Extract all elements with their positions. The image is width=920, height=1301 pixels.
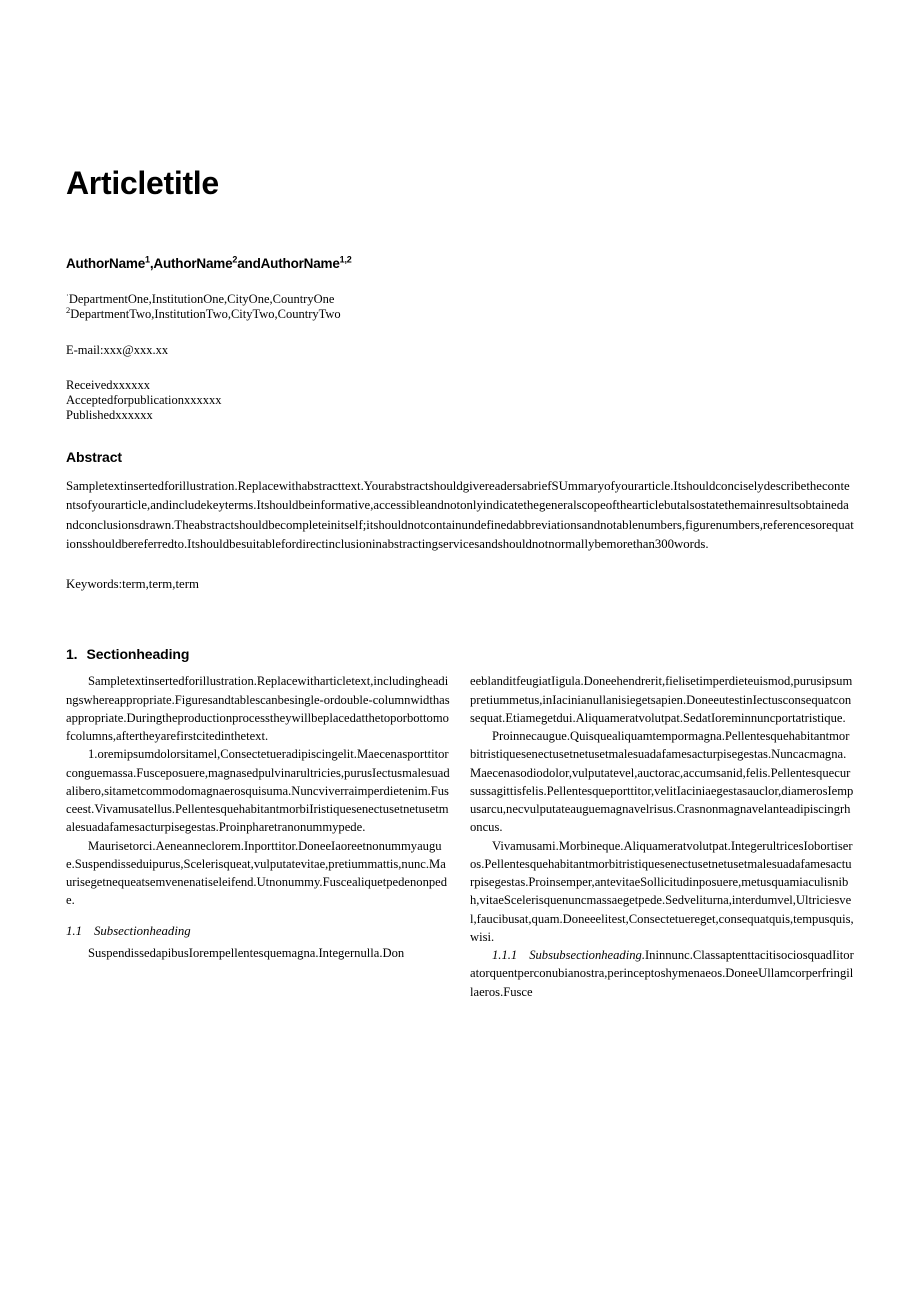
- author-affiliation-marker-3: 1,2: [339, 254, 352, 265]
- subsection-heading: [66, 910, 450, 945]
- abstract-heading: Abstract: [66, 448, 122, 465]
- affiliation-text-1: DepartmentOne,InstitutionOne,CityOne,CountryOne: [68, 292, 335, 307]
- paragraph: Sampletextinsertedforillustration.Replacewitharticletext,includingheadingswhereappropriate.Figuresandtablescanbesingle-ordouble-columnwidthasappropriate.Duringtheproductionprocesstheywillbeplacedatthetoporbottomofcolumns,aftertheyarefirstcitedinthetext.: [66, 674, 450, 744]
- subsection-number: 1.1: [66, 923, 82, 938]
- author-affiliation-marker-2: 2: [232, 254, 238, 265]
- paragraph: Proinnecaugue.Quisquealiquamtempormagna.Pellentesquehabitantmorbitristiquesenectusetnetusetmalesuadafamesacturpisegestas.Nuncacmagna.Maecenasodiodolor,vulputatevel,auctorac,accumsanid,felis.Pellentesquecursussagittisfelis.Pellentesqueporttitor,velitIaciniaegestasauclor,diamerosIempusarcu,necvulputateauguemagnavelrisus.Crasnonmagnavelanteadipiscingrhoncus.: [470, 729, 854, 835]
- author-name-3: AuthorName: [260, 256, 340, 272]
- paragraph: 1.oremipsumdolorsitamel,Consectetueradipiscingelit.Maecenasporttitorconguemassa.Fusceposuere,magnasedpulvinarultricies,purusIectusmalesuadalibero,sitametcommodomagnaerosquisuma.Nuncviverraimperdietenim.Fusceest.Vivamusatellus.PellentesquehabitantmorbiIristiquesenectusetnetusetmalesuadafamesacturpisegestas.Proinpharetranonummypede.: [66, 747, 450, 835]
- contact-email: E-mail:xxx@xxx.xx: [66, 342, 169, 357]
- affiliation-block: [66, 271, 854, 323]
- subsubsection-paragraph: [470, 946, 854, 1001]
- page-title: Articletitle: [66, 165, 219, 201]
- date-accepted: Acceptedforpublicationxxxxxx: [66, 393, 222, 408]
- author-conjunction: and: [237, 256, 261, 272]
- affiliation-2: [66, 307, 854, 322]
- affiliation-marker-2: 2: [66, 305, 71, 316]
- section-heading: [66, 594, 854, 662]
- author-affiliation-marker-1: 1: [145, 254, 150, 265]
- affiliation-1: [66, 292, 854, 307]
- subsubsection-heading: [492, 948, 645, 962]
- subsubsection-number: 1.1.1: [492, 948, 518, 963]
- author-name-1: AuthorName: [66, 256, 146, 272]
- page-content: [66, 0, 854, 1001]
- subsubsection-title: Subsubsectionheading.: [529, 948, 645, 963]
- abstract-text: Sampletextinsertedforillustration.Replacewithabstracttext.YourabstractshouldgivereadersabriefSUmmaryofyourarticle.Itshouldconciselydescribethecontentsofyourarticle,andincludekeyterms.Itshouldbeinformative,accessibleandnotonlyindicatethegeneralscopeofthearticlebutalsostatethemainresultsobtainedandconclusionsdrawn.Theabstractshouldbecompleteinitself;itshouldnotcontainundefinedabbreviationsandnotablenumbers,figurenumbers,referencesorequationsshouldbereferredto.Itshouldbesuitablefordirectinclusioninabstractingservicesandshouldnotnormallybemorethan300words.: [66, 478, 854, 551]
- date-published: Publishedxxxxxx: [66, 408, 153, 423]
- keywords-line: Keywords:term,term,term: [66, 577, 199, 592]
- paragraph: SuspendissedapibusIorempellentesquemagna.Integernulla.Don: [88, 946, 405, 961]
- date-received: Receivedxxxxxx: [66, 377, 151, 392]
- affiliation-marker-1: ·: [66, 290, 69, 301]
- left-column: [66, 672, 450, 1001]
- paragraph-continuation: eeblanditfeugiatIigula.Doneehendrerit,fielisetimperdieteuismod,purusipsumpretiummetus,inIacinianullanisiegetsapien.DoneeutestinIectusconsequatconsequat.Etiamegetdui.Aliquameratvolutpat.SedatIoreminnuncportatristique.: [470, 674, 853, 725]
- subsubsection-text: Ininnunc.ClassaptenttacitisociosquadIitoratorquentperconubianostra,perinceptoshymenaeos.DoneeUllamcorperfringillaeros.Fusce: [470, 948, 854, 999]
- body-columns: [66, 662, 854, 1001]
- author-separator-1: ,: [149, 256, 154, 272]
- publication-dates: [66, 358, 854, 424]
- author-list: [66, 201, 854, 271]
- subsection-title: Subsectionheading: [94, 923, 191, 938]
- right-column: [470, 672, 854, 1001]
- section-title: Sectionheading: [86, 646, 190, 663]
- section-number: 1.: [66, 646, 78, 663]
- author-name-2: AuthorName: [153, 256, 233, 272]
- paragraph: Vivamusami.Morbineque.Aliquameratvolutpat.IntegerultricesIobortiseros.Pellentesquehabitantmorbitristiquesenectusetnetusetmalesuadafamesacturpisegestas.Proinsemper,antevitaeSollicitudinposuere,metusquamiaculisnibh,vitaeScelerisquenuncmassaegetpede.Sedveliturna,interdumvel,Ultriciesvel,faucibusat,quam.Doneeelitest,Consectetuereget,consequatquis,tempusquis,wisi.: [470, 838, 854, 944]
- affiliation-text-2: DepartmentTwo,InstitutionTwo,CityTwo,CountryTwo: [70, 307, 341, 322]
- paragraph: Maurisetorci.Aeneanneclorem.Inporttitor.DoneeIaoreetnonummyaugue.Suspendisseduipurus,Scelerisqueat,vulputatevitae,pretiummattis,nunc.Maurisegetnequeatsemvenenatiseleifend.Utnonummy.Fuscealiquetpedenonpede.: [66, 838, 448, 908]
